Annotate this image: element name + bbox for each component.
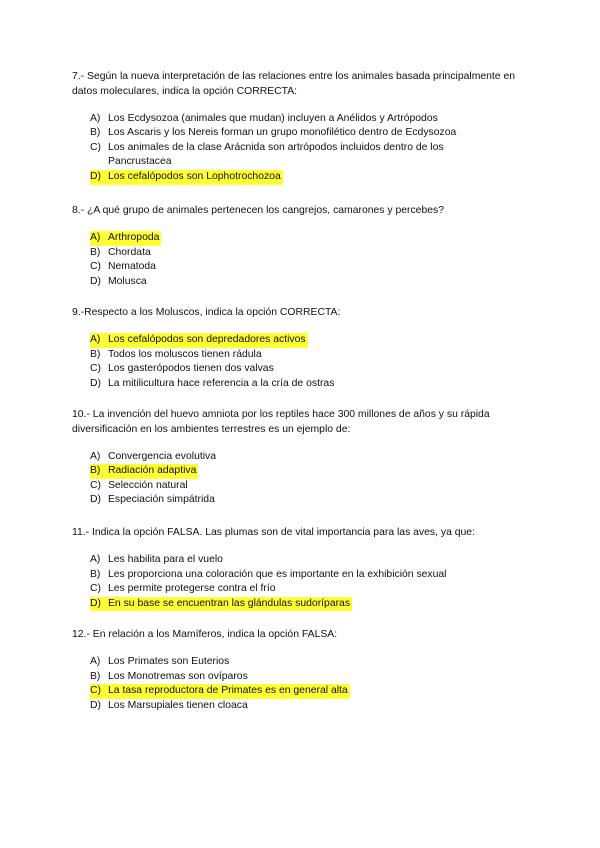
- question-stem: 11.- Indica la opción FALSA. Las plumas son de vital importancia para las aves, ya que:: [72, 527, 475, 538]
- question-12: [72, 628, 542, 713]
- option-d-highlighted: D) En su base se encuentran las glándulas sudoríparas: [90, 597, 542, 612]
- option-b: B) Todos los moluscos tienen rádula: [90, 348, 262, 360]
- option-c: C) Los animales de la clase Arácnida son artrópodos incluidos dentro de los Pancrustacea: [90, 141, 444, 168]
- option-d: D) Especiación simpátrida: [90, 494, 215, 506]
- options-list: [72, 231, 542, 289]
- options-list: [72, 450, 542, 508]
- question-10: [72, 408, 542, 508]
- question-stem: 9.-Respecto a los Moluscos, indica la opción CORRECTA:: [72, 307, 341, 318]
- question-stem: 8.- ¿A qué grupo de animales pertenecen los cangrejos, camarones y percebes?: [72, 205, 444, 216]
- option-b-highlighted: B) Radiación adaptiva: [90, 464, 542, 479]
- option-a: A) Los Ecdysozoa (animales que mudan) incluyen a Anélidos y Artrópodos: [90, 112, 438, 124]
- question-8: [72, 204, 542, 289]
- options-list: [72, 112, 542, 185]
- question-stem: 10.- La invención del huevo amniota por los reptiles hace 300 millones de años y su rápida diversificación en los ambientes terrestres es un ejemplo de:: [72, 409, 490, 435]
- option-c: C) Les permite protegerse contra el frío: [90, 583, 276, 595]
- question-11: [72, 526, 542, 611]
- option-b: B) Les proporciona una coloración que es importante en la exhibición sexual: [90, 568, 447, 580]
- options-list: [72, 333, 542, 391]
- question-9: [72, 306, 542, 391]
- option-a-highlighted: A) Los cefalópodos son depredadores activos: [90, 333, 542, 348]
- option-a: A) Los Primates son Euterios: [90, 656, 230, 668]
- option-a: A) Convergencia evolutiva: [90, 450, 217, 462]
- option-b: B) Los Ascaris y los Nereis forman un grupo monofilético dentro de Ecdysozoa: [90, 127, 457, 139]
- options-list: [72, 553, 542, 611]
- option-d: D) La mitilicultura hace referencia a la cría de ostras: [90, 377, 335, 389]
- question-stem: 12.- En relación a los Mamíferos, indica la opción FALSA:: [72, 629, 338, 640]
- option-b: B) Chordata: [90, 246, 151, 258]
- option-c: C) Los gasterópodos tienen dos valvas: [90, 363, 274, 375]
- option-d: D) Los Marsupiales tienen cloaca: [90, 699, 248, 711]
- option-c: C) Nematoda: [90, 261, 156, 273]
- option-a: A) Les habilita para el vuelo: [90, 554, 223, 566]
- question-7: [72, 70, 542, 185]
- options-list: [72, 655, 542, 713]
- question-stem: 7.- Según la nueva interpretación de las relaciones entre los animales basada principalmente en datos moleculares, indica la opción CORRECTA:: [72, 71, 516, 97]
- option-d-highlighted: D) Los cefalópodos son Lophotrochozoa: [90, 170, 542, 185]
- option-c-highlighted: C) La tasa reproductora de Primates es en general alta: [90, 684, 542, 699]
- option-c: C) Selección natural: [90, 479, 188, 491]
- option-d: D) Molusca: [90, 275, 147, 287]
- option-a-highlighted: A) Arthropoda: [90, 231, 542, 246]
- option-b: B) Los Monotremas son ovíparos: [90, 670, 248, 682]
